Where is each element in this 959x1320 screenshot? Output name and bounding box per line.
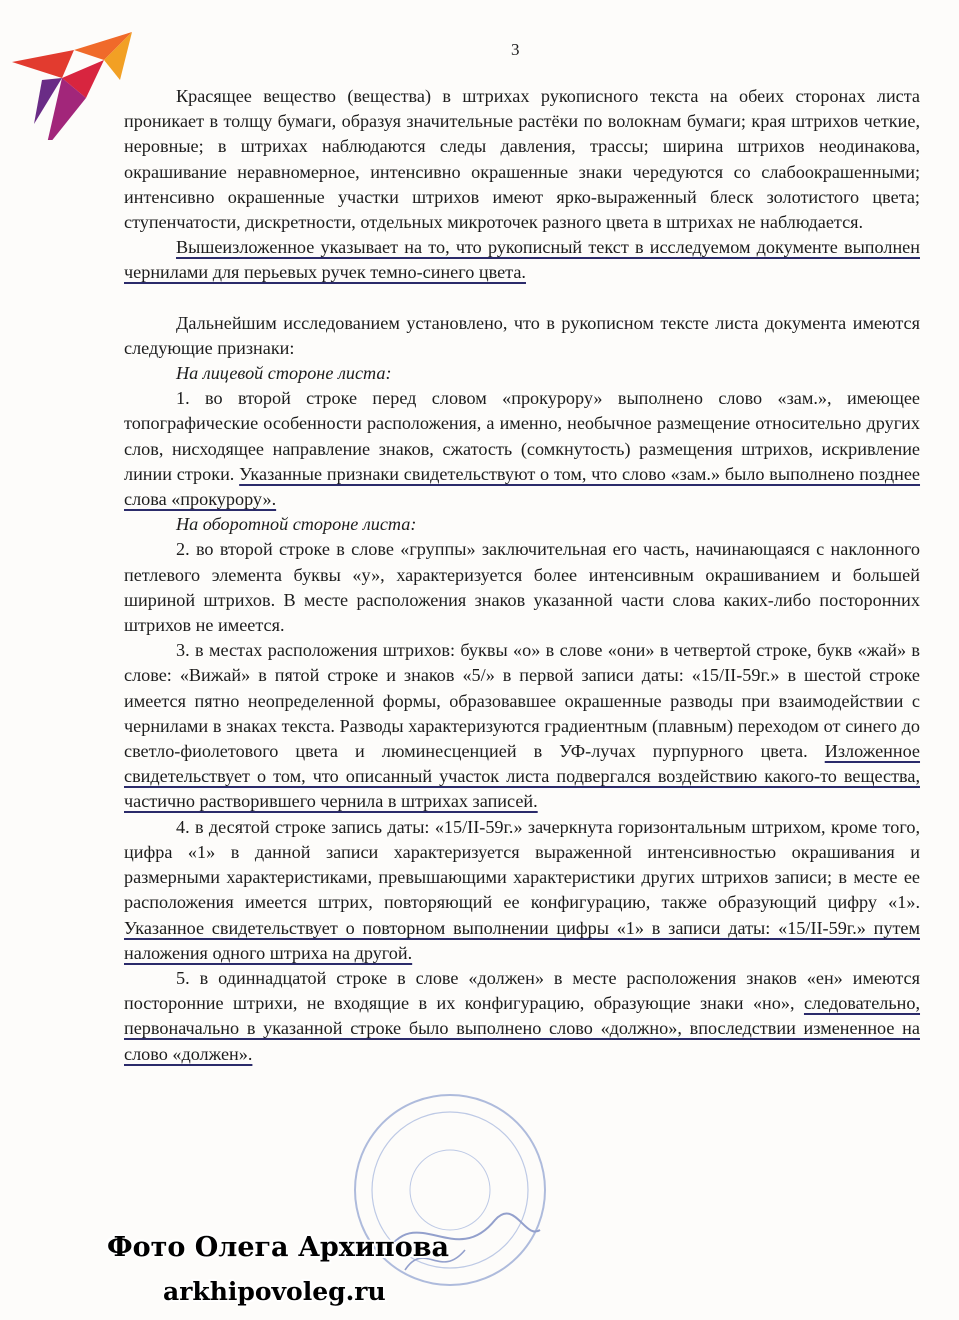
item-5-conclusion: следовательно, первоначально в указанной строке было выполнено слово «должно», впоследствии измененное на слово «должен». [124,993,921,1064]
watermark-site: arkhipovoleg.ru [163,1277,386,1306]
document-body [124,84,920,1067]
item-4-conclusion: Указанное свидетельствует о повторном выполнении цифры «1» в записи даты: «15/II-59г.» путем наложения одного штриха на другой. [124,917,920,963]
item-5-text: 5. в одиннадцатой строке в слове «должен» в месте расположения знаков «ен» имеются посторонние штрихи, не входящие в их конфигурацию, образующие знаки «но», [124,967,920,1014]
item-2: 2. во второй строке в слове «группы» заключительная его часть, начинающаяся с наклонного петлевого элемента буквы «у», характеризуется более интенсивным окрашиванием и большей шириной штрихов. В месте расположения знаков указанной части слова каких-либо посторонних штрихов не имеется. [124,539,920,636]
watermark-author: Фото Олега Архипова [107,1232,449,1263]
paragraph-ink-conclusion [124,235,920,285]
item-3 [124,638,920,814]
item-3-text: 3. в местах расположения штрихов: буквы «о» в слове «они» в четвертой строке, букв «жай» в слове: «Вижай» в пятой строке и знаков «5/» в первой записи даты: «15/II-59г.» в шестой строке имеется пятно неопределенной формы, образовавшее окрашенные разводы при взаимодействии с чернилами в знаках текста. Разводы характеризуются градиентным (плавным) переходом от синего до светло-фиолетового цвета и люминесценцией в УФ-лучах пурпурного цвета. [124,640,920,762]
paragraph-further-research: Дальнейшим исследованием установлено, что в рукописном тексте листа документа имеются следующие признаки: [124,312,920,358]
paragraph-ink-description: Красящее вещество (вещества) в штрихах рукописного текста на обеих сторонах листа проникает в толщу бумаги, образуя значительные растёки по волокнам бумаги; края штрихов четкие, неровные; в штрихах наблюдаются следы давления, трассы; ширина штрихов неодинакова, окрашивание неравномерное, интенсивно окрашенные знаки чередуются со слабоокрашенными; интенсивно окрашенные участки штрихов имеют ярко-выраженный блеск золотистого цвета; ступенчатости, дискретности, отдельных микроточек разного цвета в штрихах не наблюдается. [124,86,920,233]
item-4-text: 4. в десятой строке запись даты: «15/II-59г.» зачеркнута горизонтальным штрихом, кроме того, цифра «1» в данной записи характеризуется выраженной интенсивностью окрашивания и размерными характеристиками, превышающими характеристики других штрихов записи; в месте ее расположения имеется штрих, повторяющий ее конфигурацию, также образующий цифру «1». [124,816,920,913]
photo-credit-watermark [107,1228,449,1310]
item-1-conclusion: Указанные признаки свидетельствуют о том, что слово «зам.» было выполнено позднее слова «прокурору». [124,463,921,510]
back-side-heading: На оборотной стороне листа: [176,514,417,535]
item-1 [124,386,920,512]
item-3-conclusion: Изложенное свидетельствует о том, что описанный участок листа подвергался воздействию какого-то вещества, частично растворившего чернила в штрихах записей. [124,741,921,812]
item-1-text: 1. во второй строке перед словом «прокурору» выполнено слово «зам.», имеющее топографические особенности расположения, а именно, необычное размещение относительно других слов, нисходящее направление знаков, сжатость (сомкнутость) размещения штрихов, искривление линии строки. [124,388,920,484]
item-5 [124,966,920,1067]
page-number: 3 [511,40,520,59]
front-side-heading: На лицевой стороне листа: [176,363,392,384]
underlined-conclusion: Вышеизложенное указывает на то, что рукописный текст в исследуемом документе выполнен чернилами для перьевых ручек темно-синего цвета. [124,237,920,283]
item-4 [124,815,920,966]
